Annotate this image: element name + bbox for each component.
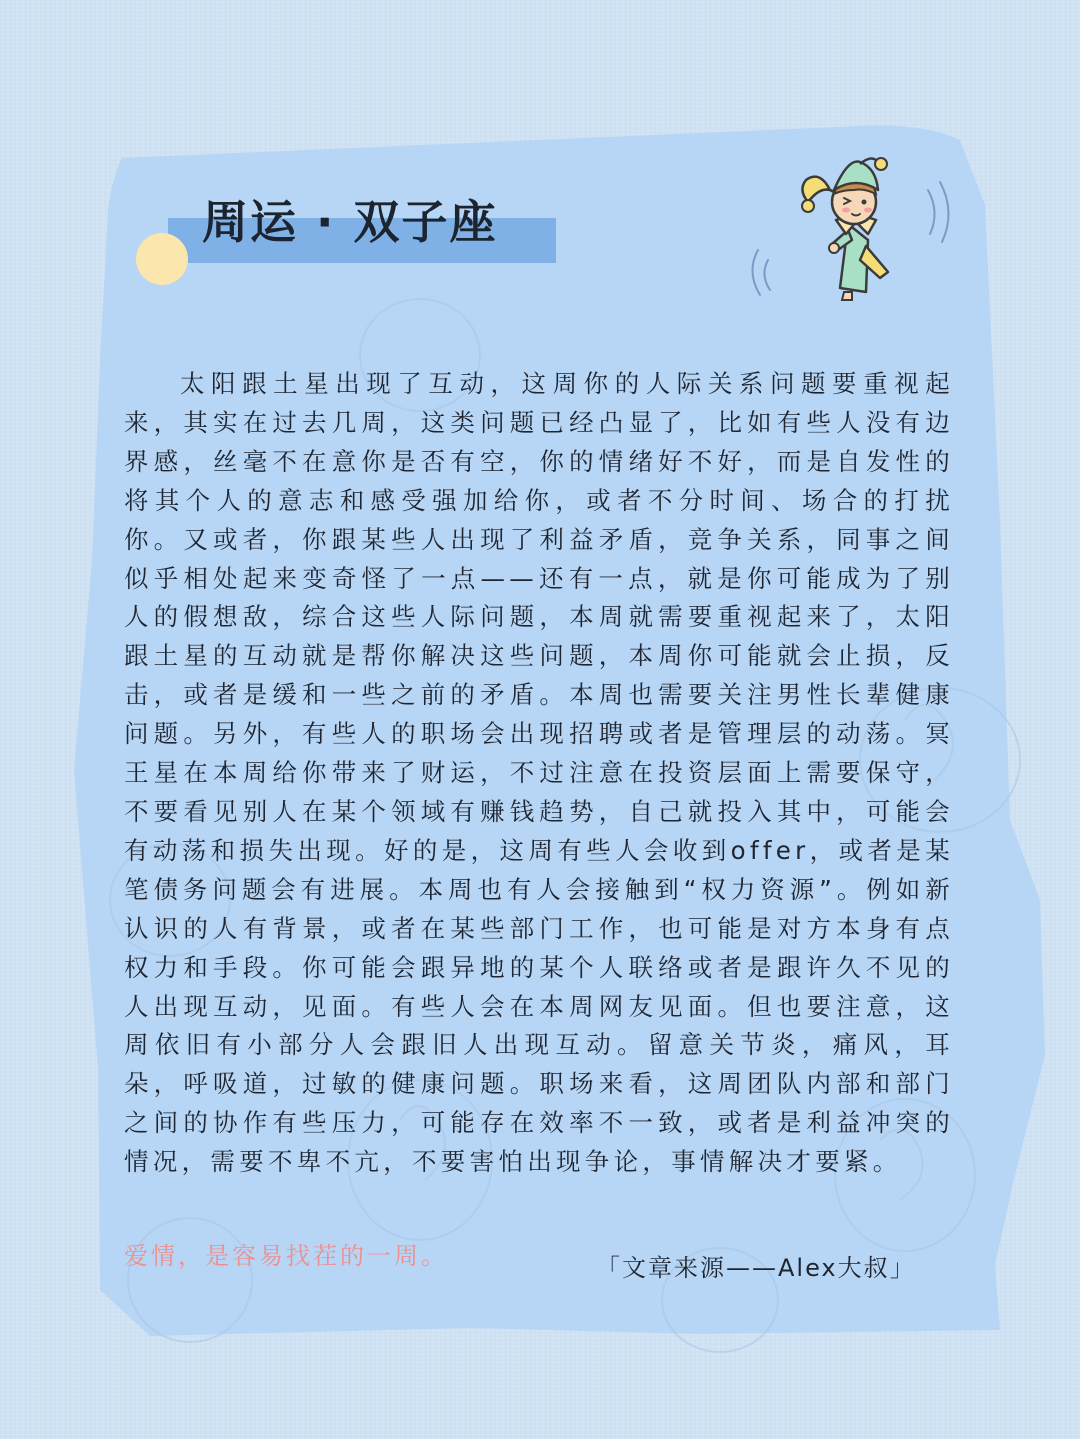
title-dot — [136, 233, 188, 285]
love-forecast-line: 爱情，是容易找茬的一周。 — [124, 1242, 448, 1270]
jester-clown-icon — [748, 150, 958, 320]
article-source-credit: 「文章来源——Alex大叔」 — [596, 1254, 916, 1282]
page-title: 周运 · 双子座 — [202, 195, 498, 249]
horoscope-body-text: 太阳跟土星出现了互动，这周你的人际关系问题要重视起来，其实在过去几周，这类问题已经凸显了，比如有些人没有边界感，丝毫不在意你是否有空，你的情绪好不好，而是自发性的将其个人的意志和感受强加给你，或者不分时间、场合的打扰你。又或者，你跟某些人出现了利益矛盾，竞争关系，同事之间似乎相处起来变奇怪了一点——还有一点，就是你可能成为了别人的假想敌，综合这些人际问题，本周就需要重视起来了，太阳跟土星的互动就是帮你解决这些问题，本周你可能就会止损，反击，或者是缓和一些之前的矛盾。本周也需要关注男性长辈健康问题。另外，有些人的职场会出现招聘或者是管理层的动荡。冥王星在本周给你带来了财运，不过注意在投资层面上需要保守，不要看见别人在某个领域有赚钱趋势，自己就投入其中，可能会有动荡和损失出现。好的是，这周有些人会收到offer，或者是某笔债务问题会有进展。本周也有人会接触到“权力资源”。例如新认识的人有背景，或者在某些部门工作，也可能是对方本身有点权力和手段。你可能会跟异地的某个人联络或者是跟许久不见的人出现互动，见面。有些人会在本周网友见面。但也要注意，这周依旧有小部分人会跟旧人出现互动。留意关节炎，痛风，耳朵，呼吸道，过敏的健康问题。职场来看，这周团队内部和部门之间的协作有些压力，可能存在效率不一致，或者是利益冲突的情况，需要不卑不亢，不要害怕出现争论，事情解决才要紧。 — [124, 369, 954, 1177]
